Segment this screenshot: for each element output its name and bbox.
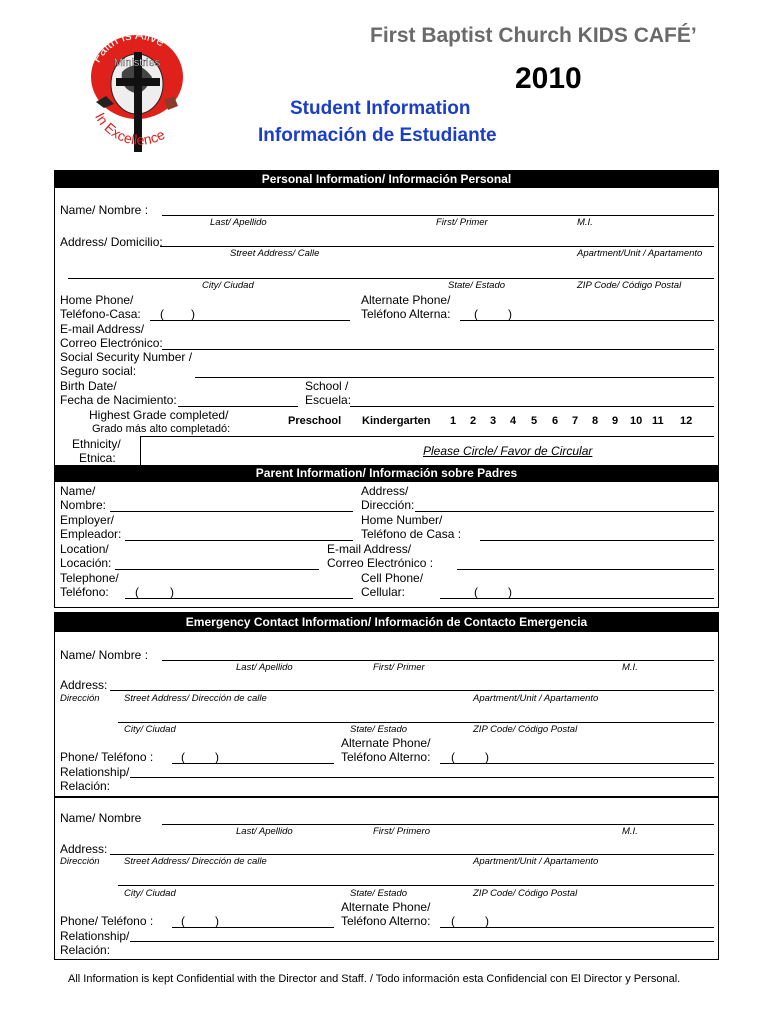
ec1-phone-paren-close: )	[215, 750, 219, 764]
ec2-address-label: Address:	[60, 842, 108, 856]
ec1-alt-label-1: Alternate Phone/	[341, 736, 431, 750]
parent-cell-line[interactable]	[440, 598, 714, 599]
ethnicity-divider	[140, 436, 141, 466]
ec2-last-caption: Last/ Apellido	[236, 826, 293, 837]
ec1-first-caption: First/ Primer	[373, 662, 425, 673]
ec2-alt-paren-open: (	[451, 914, 455, 928]
ec2-rel-label-2: Relación:	[60, 943, 111, 957]
ec2-rel-label-1: Relationship/	[60, 929, 130, 943]
parent-home-label-2: Teléfono de Casa :	[361, 527, 462, 541]
personal-section-heading: Personal Information/ Información Personal	[54, 170, 719, 188]
parent-name-line[interactable]	[110, 511, 353, 512]
home-phone-line[interactable]	[150, 320, 350, 321]
logo-mid-text: Ministries	[113, 57, 161, 69]
ec1-alt-label-2: Teléfono Alterno:	[341, 750, 431, 764]
email-line[interactable]	[162, 349, 714, 350]
grade-label-2: Grado más alto completadó:	[92, 423, 231, 435]
grade-option-preschool[interactable]: Preschool	[288, 415, 342, 427]
parent-location-label-1: Location/	[60, 542, 109, 556]
birth-line[interactable]	[178, 406, 298, 407]
ec1-phone-line[interactable]	[172, 763, 334, 764]
address-line[interactable]	[160, 246, 714, 247]
parent-name-label-2: Nombre:	[60, 498, 107, 512]
logo-top-text: Faith Is Alive	[88, 26, 168, 65]
birth-label-2: Fecha de Nacimiento:	[60, 393, 177, 407]
ec1-city-line[interactable]	[118, 722, 714, 723]
ec2-mi-caption: M.I.	[622, 826, 638, 837]
ec2-city-caption: City/ Ciudad	[124, 888, 176, 899]
email-label-1: E-mail Address/	[60, 322, 145, 336]
alt-phone-line[interactable]	[460, 320, 714, 321]
parent-home-label-1: Home Number/	[361, 513, 443, 527]
grade-option-2[interactable]: 2	[470, 415, 477, 427]
grade-option-3[interactable]: 3	[490, 415, 497, 427]
email-label-2: Correo Electrónico:	[60, 336, 163, 350]
city-line[interactable]	[68, 278, 714, 279]
school-label-2: Escuela:	[305, 393, 352, 407]
ethnicity-label-1: Ethnicity/	[72, 437, 121, 451]
parent-employer-label-2: Empleador:	[60, 527, 122, 541]
alt-phone-label-1: Alternate Phone/	[361, 293, 451, 307]
ec1-name-line[interactable]	[162, 660, 714, 661]
ethnicity-label-2: Etnica:	[79, 451, 116, 465]
parent-phone-paren-open: (	[135, 585, 139, 599]
parent-cell-label-1: Cell Phone/	[361, 571, 424, 585]
ec1-alt-paren-close: )	[485, 750, 489, 764]
ec2-first-caption: First/ Primero	[373, 826, 430, 837]
ec1-apt-caption: Apartment/Unit / Apartamento	[473, 693, 599, 704]
parent-email-label-2: Correo Electrónico :	[327, 556, 434, 570]
ministry-logo	[82, 22, 192, 162]
emergency-section-frame	[54, 612, 719, 798]
parent-employer-label-1: Employer/	[60, 513, 115, 527]
grade-option-7[interactable]: 7	[572, 415, 579, 427]
ec2-rel-line[interactable]	[130, 941, 714, 942]
home-phone-label-2: Teléfono-Casa:	[60, 307, 141, 321]
name-line[interactable]	[162, 215, 714, 216]
ssn-label-2: Seguro social:	[60, 364, 137, 378]
ec2-phone-line[interactable]	[172, 927, 334, 928]
ec1-city-caption: City/ Ciudad	[124, 724, 176, 735]
ec1-phone-paren-open: (	[181, 750, 185, 764]
first-caption: First/ Primer	[436, 217, 488, 228]
grade-option-10[interactable]: 10	[630, 415, 643, 427]
parent-employer-line[interactable]	[125, 540, 353, 541]
school-line[interactable]	[350, 406, 714, 407]
ec1-alt-paren-open: (	[451, 750, 455, 764]
mi-caption: M.I.	[577, 217, 593, 228]
emergency-section-heading: Emergency Contact Information/ Información de Contacto Emergencia	[54, 612, 719, 632]
ec1-name-label: Name/ Nombre :	[60, 648, 149, 662]
street-caption: Street Address/ Calle	[230, 248, 320, 259]
ec2-street-caption: Street Address/ Dirección de calle	[124, 856, 267, 867]
ec2-zip-caption: ZIP Code/ Código Postal	[473, 888, 578, 899]
title-en: Student Information	[290, 98, 471, 119]
confidentiality-footer: All Information is kept Confidential with the Director and Staff. / Todo información esta Confidencial con El Director y Personal.	[68, 973, 681, 985]
parent-cell-paren-close: )	[508, 585, 512, 599]
ec2-alt-line[interactable]	[440, 927, 714, 928]
ec2-address-line[interactable]	[110, 854, 714, 855]
ssn-label-1: Social Security Number /	[60, 350, 193, 364]
parent-phone-label-2: Teléfono:	[60, 585, 109, 599]
apt-caption: Apartment/Unit / Apartamento	[577, 248, 703, 259]
school-label-1: School /	[305, 379, 349, 393]
parent-section-heading: Parent Information/ Información sobre Padres	[54, 465, 719, 482]
grade-option-8[interactable]: 8	[592, 415, 599, 427]
parent-name-label-1: Name/	[60, 484, 96, 498]
zip-caption: ZIP Code/ Código Postal	[577, 280, 682, 291]
ec2-alt-paren-close: )	[485, 914, 489, 928]
ec1-phone-label: Phone/ Teléfono :	[60, 750, 154, 764]
grade-option-4[interactable]: 4	[510, 415, 517, 427]
parent-address-label-2: Dirección:	[361, 498, 415, 512]
ec2-phone-paren-open: (	[181, 914, 185, 928]
name-label: Name/ Nombre :	[60, 203, 149, 217]
ec1-rel-label-1: Relationship/	[60, 765, 130, 779]
home-phone-label-1: Home Phone/	[60, 293, 134, 307]
parent-phone-label-1: Telephone/	[60, 571, 119, 585]
parent-location-line[interactable]	[115, 569, 319, 570]
ec1-rel-line[interactable]	[130, 777, 714, 778]
grade-option-1[interactable]: 1	[450, 415, 457, 427]
ec2-apt-caption: Apartment/Unit / Apartamento	[473, 856, 599, 867]
parent-home-line[interactable]	[480, 540, 714, 541]
ethnicity-line-top[interactable]	[140, 436, 714, 437]
ssn-line[interactable]	[195, 377, 714, 378]
logo-bottom-text: In Excellence	[92, 109, 168, 148]
title-es: Información de Estudiante	[258, 125, 497, 146]
address-label: Address/ Domicilio:	[60, 235, 163, 249]
alt-phone-label-2: Teléfono Alterna:	[361, 307, 451, 321]
year-title: 2010	[515, 62, 582, 95]
ec2-state-caption: State/ Estado	[350, 888, 408, 899]
birth-label-1: Birth Date/	[60, 379, 117, 393]
ec1-alt-line[interactable]	[440, 763, 714, 764]
ec2-name-label: Name/ Nombre	[60, 811, 142, 825]
ec1-mi-caption: M.I.	[622, 662, 638, 673]
parent-address-line[interactable]	[415, 511, 714, 512]
ec1-state-caption: State/ Estado	[350, 724, 408, 735]
ec1-direccion-caption: Dirección	[60, 693, 100, 704]
parent-location-label-2: Locación:	[60, 556, 112, 570]
grade-option-6[interactable]: 6	[552, 415, 559, 427]
last-caption: Last/ Apellido	[210, 217, 267, 228]
ec2-name-line[interactable]	[162, 824, 714, 825]
ec1-address-label: Address:	[60, 678, 108, 692]
alt-phone-paren-close: )	[508, 307, 512, 321]
ec2-phone-label: Phone/ Teléfono :	[60, 914, 154, 928]
emergency-contact-2-frame	[54, 796, 719, 960]
parent-cell-paren-open: (	[474, 585, 478, 599]
grade-option-11[interactable]: 11	[652, 415, 664, 427]
state-caption: State/ Estado	[448, 280, 506, 291]
ec1-address-line[interactable]	[110, 690, 714, 691]
church-title: First Baptist Church KIDS CAFÉ’	[370, 24, 697, 47]
ec2-alt-label-1: Alternate Phone/	[341, 900, 431, 914]
alt-phone-paren-open: (	[474, 307, 478, 321]
ec2-city-line[interactable]	[118, 885, 714, 886]
parent-phone-line[interactable]	[125, 598, 353, 599]
home-phone-paren-close: )	[191, 307, 195, 321]
grade-label-1: Highest Grade completed/	[89, 408, 229, 422]
grade-option-5[interactable]: 5	[531, 415, 538, 427]
ec2-alt-label-2: Teléfono Alterno:	[341, 914, 431, 928]
ec1-street-caption: Street Address/ Dirección de calle	[124, 693, 267, 704]
grade-option-kindergarten[interactable]: Kindergarten	[362, 415, 431, 427]
ec2-direccion-caption: Dirección	[60, 856, 100, 867]
home-phone-paren-open: (	[160, 307, 164, 321]
circle-note: Please Circle/ Favor de Circular	[423, 444, 593, 458]
ec1-rel-label-2: Relación:	[60, 779, 111, 793]
grade-option-12[interactable]: 12	[680, 415, 693, 427]
ec1-zip-caption: ZIP Code/ Código Postal	[473, 724, 578, 735]
parent-email-line[interactable]	[457, 569, 714, 570]
grade-option-9[interactable]: 9	[612, 415, 619, 427]
city-caption: City/ Ciudad	[202, 280, 254, 291]
parent-address-label-1: Address/	[361, 484, 409, 498]
parent-cell-label-2: Cellular:	[361, 585, 406, 599]
parent-phone-paren-close: )	[170, 585, 174, 599]
ec1-last-caption: Last/ Apellido	[236, 662, 293, 673]
parent-email-label-1: E-mail Address/	[327, 542, 412, 556]
ec2-phone-paren-close: )	[215, 914, 219, 928]
